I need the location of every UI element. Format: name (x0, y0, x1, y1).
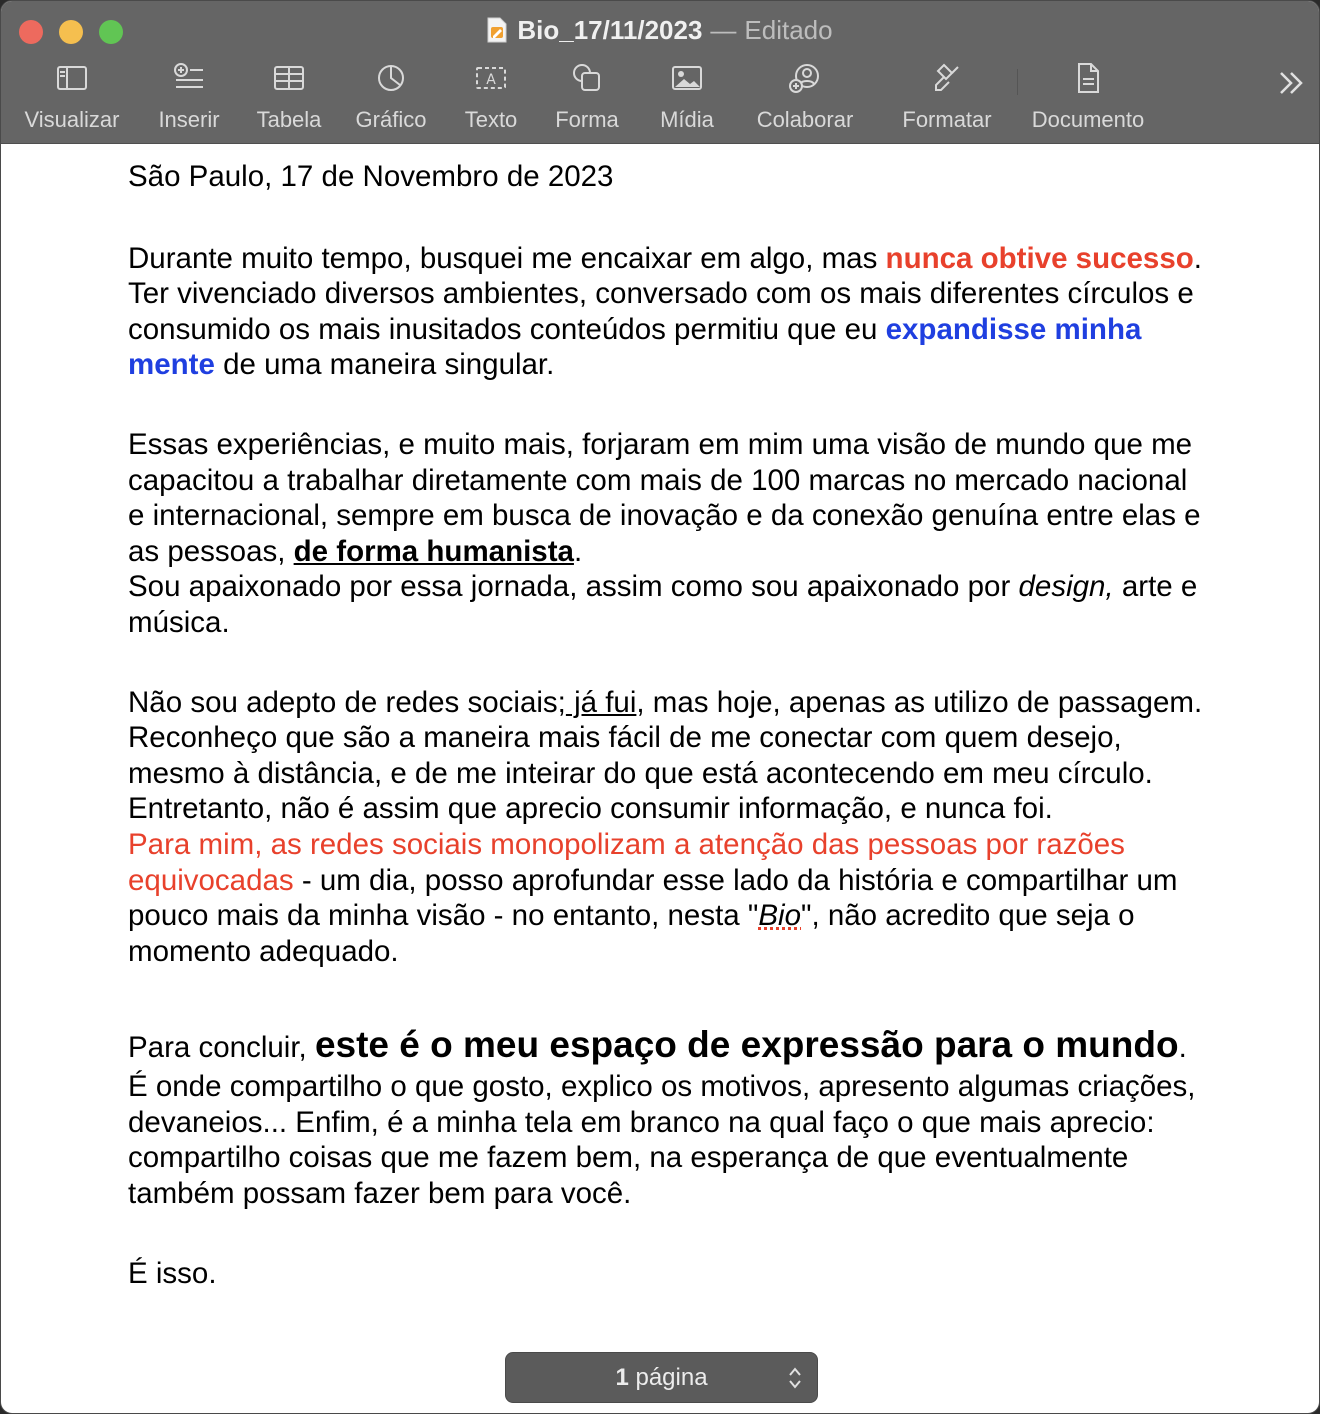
underlined-text: já fui (565, 685, 637, 719)
window-title: Bio_17/11/2023 — Editado (1, 13, 1319, 47)
toolbar (1, 1, 1319, 144)
toolbar-view-button[interactable]: Visualizar (21, 61, 123, 133)
insert-list-icon (172, 61, 206, 95)
up-down-stepper-icon (787, 1365, 803, 1391)
paragraph-experiences: Essas experiências, e muito mais, forjaram em mim uma visão de mundo que me capacitou a trabalhar diretamente com mais de 100 marcas no mercado nacional e internacional, sempre em busca de inovação e da conexão genuína entre elas e as pessoas, de forma humanista. (128, 427, 1201, 568)
closing-line: É isso. (128, 1256, 217, 1290)
underlined-bold-text: de forma humanista (293, 534, 574, 568)
svg-text:A: A (486, 72, 496, 88)
format-brush-icon (930, 61, 964, 95)
large-bold-text: este é o meu espaço de expressão para o mundo (314, 1024, 1179, 1066)
highlight-red-text: nunca obtive sucesso (885, 241, 1194, 275)
toolbar-separator (1017, 69, 1018, 95)
spellcheck-word: Bio (758, 899, 801, 933)
media-icon (670, 61, 704, 95)
toolbar-document-button[interactable]: Documento (1027, 61, 1149, 133)
page-unit: página (635, 1364, 708, 1391)
paragraph-social-media: Não sou adepto de redes sociais; já fui, mas hoje, apenas as utilizo de passagem. Reconheço que são a maneira mais fácil de me conectar com quem desejo, mesmo à distância, e de me inteirar do que está acontecendo em meu círculo. Entretanto, não é assim que aprecio consumir informação, e nunca foi. (128, 685, 1203, 826)
chart-icon (374, 61, 408, 95)
pages-document-icon (487, 17, 507, 43)
document-body[interactable] (128, 159, 1208, 1291)
page-count: 1 (615, 1364, 629, 1391)
paragraph-conclusion: Para concluir, este é o meu espaço de expressão para o mundo. É onde compartilho o que gosto, explico os motivos, apresento algumas criações, devaneios... Enfim, é a minha tela em branco na qual faço o que mais aprecio: compartilho coisas que me fazem bem, na esperança de que eventualmente também possam fazer bem para você. (128, 1024, 1196, 1211)
toolbar-overflow-chevron-icon[interactable] (1273, 65, 1309, 101)
toolbar-chart-button[interactable]: Gráfico (351, 61, 431, 133)
collaborate-icon (788, 61, 822, 95)
toolbar-text-button[interactable]: A Texto (459, 61, 523, 133)
highlight-blue-text: expandisse minha mente (128, 312, 1142, 382)
text-box-icon (474, 61, 508, 95)
document-icon (1071, 61, 1105, 95)
paragraph-opinion: Para mim, as redes sociais monopolizam a atenção das pessoas por razões equivocadas - um dia, posso aprofundar esse lado da história e compartilhar um pouco mais da minha visão - no entanto, nesta "Bio", não acredito que seja o momento adequado. (128, 827, 1178, 968)
edited-status: Editado (744, 15, 833, 45)
red-text: Para mim, as redes sociais monopolizam a atenção das pessoas por razões equivocadas (128, 827, 1125, 897)
paragraph-intro: Durante muito tempo, busquei me encaixar em algo, mas nunca obtive sucesso. Ter vivenciado diversos ambientes, conversado com os mais diferentes círculos e consumido os mais inusitados conteúdos permitiu que eu expandisse minha mente de uma maneira singular. (128, 241, 1202, 382)
toolbar-shape-button[interactable]: Forma (551, 61, 623, 133)
table-icon (272, 61, 306, 95)
toolbar-table-button[interactable]: Tabela (253, 61, 325, 133)
toolbar-insert-button[interactable]: Inserir (151, 61, 227, 133)
italic-text: design, (1018, 570, 1114, 604)
toolbar-format-button[interactable]: Formatar (897, 61, 997, 133)
shape-icon (570, 61, 604, 95)
document-name: Bio_17/11/2023 (517, 15, 703, 45)
toolbar-media-button[interactable]: Mídia (653, 61, 721, 133)
date-line: São Paulo, 17 de Novembro de 2023 (128, 160, 614, 193)
sidebar-view-icon (55, 61, 89, 95)
toolbar-collaborate-button[interactable]: Colaborar (751, 61, 859, 133)
paragraph-passion: Sou apaixonado por essa jornada, assim como sou apaixonado por design, arte e música. (128, 570, 1198, 639)
page-count-selector[interactable] (505, 1352, 818, 1403)
